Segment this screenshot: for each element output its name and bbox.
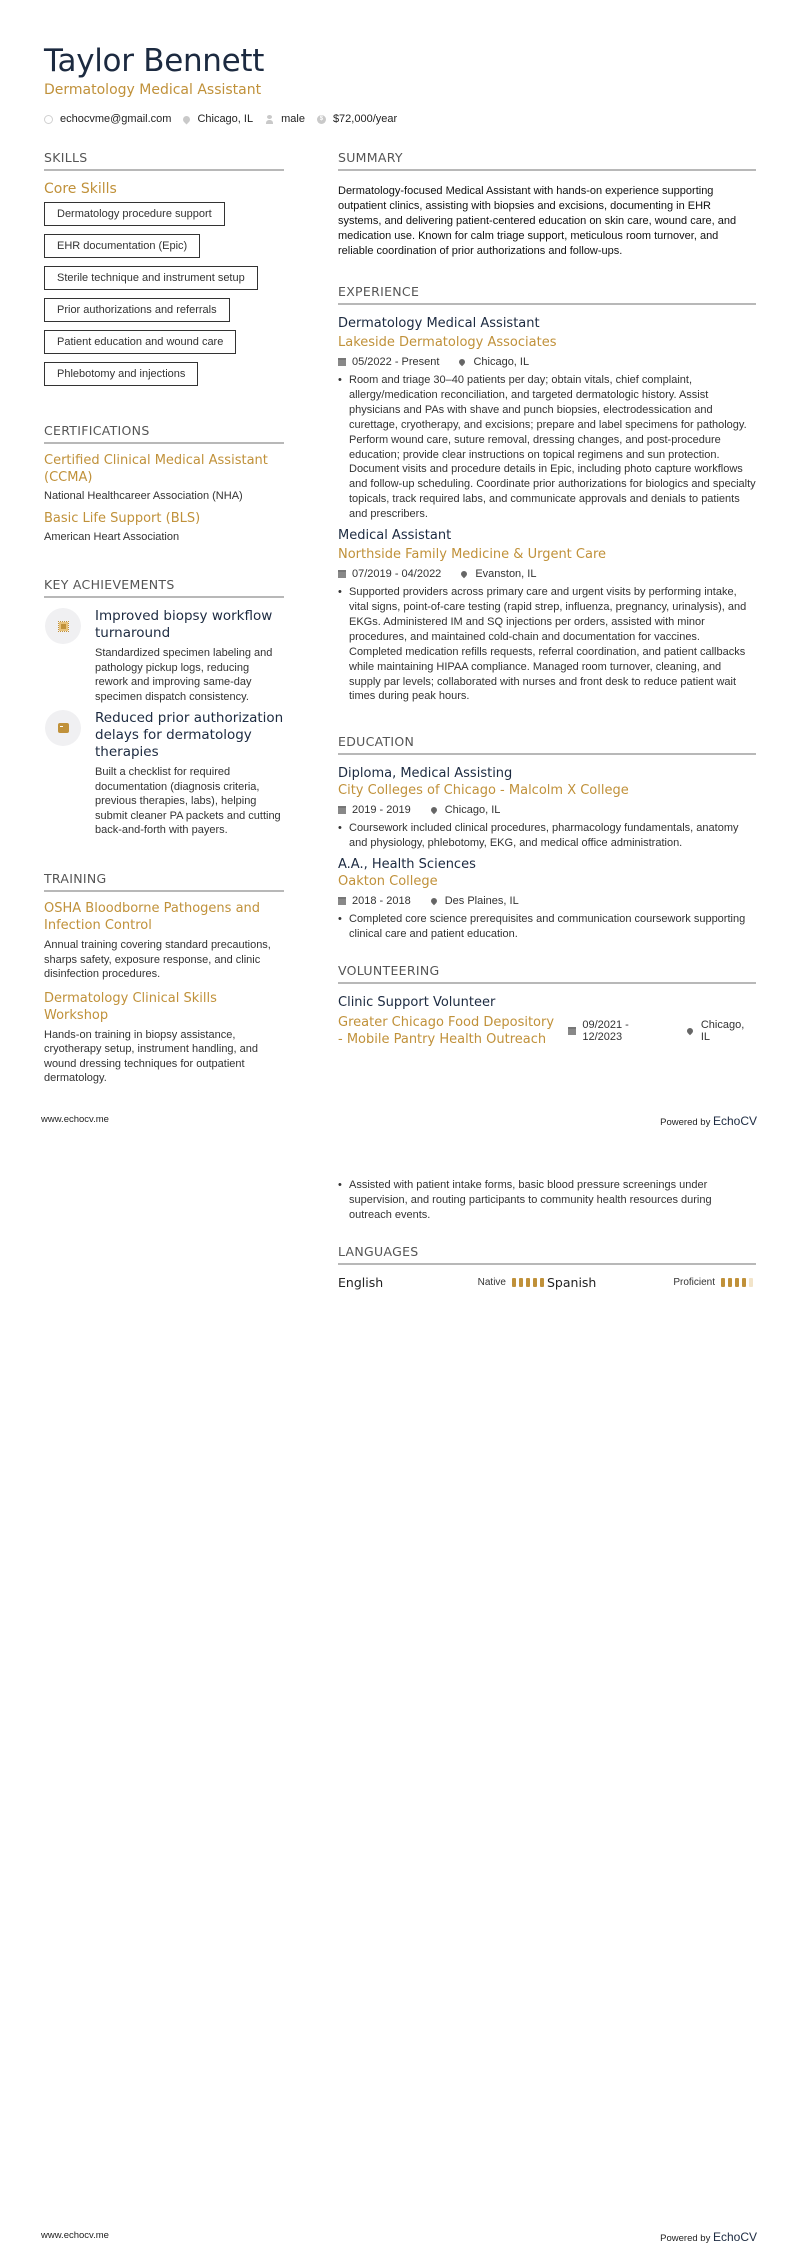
contact-bar (44, 113, 409, 125)
location-pin-icon (686, 1027, 694, 1035)
powered-prefix: Powered by (660, 2233, 713, 2244)
job-location: Evanston, IL (475, 568, 537, 581)
candidate-role: Dermatology Medical Assistant (44, 82, 262, 98)
job-meta (338, 355, 756, 369)
location-pin-icon (429, 897, 437, 905)
achievements-section (44, 577, 284, 838)
volunteer-bullet: • Assisted with patient intake forms, basic blood pressure screenings under supervision, and routing participants to community health resources during outreach events. (338, 1178, 756, 1223)
volunteer-meta (568, 1019, 756, 1043)
education-item (338, 765, 756, 851)
person-icon (265, 115, 274, 124)
experience-item (338, 315, 756, 522)
training-desc: Annual training covering standard precautions, sharps safety, exposure response, and clinic disinfection procedures. (44, 939, 271, 980)
footer-brand: EchoCV (712, 1114, 757, 1128)
skill-tag: EHR documentation (Epic) (44, 234, 200, 258)
achievement-desc: Built a checklist for required documentation (diagnosis criteria, previous therapies, labs), helping submit cleaner PA packets and cutting back-and-forth with payers. (95, 766, 281, 836)
achievement-title: Improved biopsy workflow turnaround (95, 608, 273, 641)
job-position: Medical Assistant (338, 528, 452, 544)
edu-dates: 2018 - 2018 (352, 894, 411, 907)
job-company: Lakeside Dermatology Associates (338, 335, 557, 350)
footer-powered-by (660, 2230, 757, 2244)
certification-item (44, 510, 284, 543)
footer-site-link[interactable]: www.echocv.me (41, 2230, 109, 2241)
left-column (44, 150, 284, 386)
email-text: echocvme@gmail.com (60, 113, 172, 125)
achievement-desc: Standardized specimen labeling and pathology pickup logs, reducing rework and improving same-day specimen dispatch consistency. (95, 647, 273, 703)
dollar-coin-icon: $ (317, 115, 326, 124)
section-title-experience: EXPERIENCE (338, 284, 756, 305)
volunteer-bullet-text: Assisted with patient intake forms, basic blood pressure screenings under supervision, and routing participants to community health resources during outreach events. (349, 1179, 712, 1221)
section-title-training: TRAINING (44, 871, 284, 892)
language-rating-dots (721, 1278, 756, 1287)
training-name: Dermatology Clinical Skills Workshop (44, 990, 217, 1023)
calendar-icon (338, 897, 346, 905)
contact-location (183, 113, 253, 125)
at-icon (44, 115, 53, 124)
edu-bullet: • Coursework included clinical procedures, pharmacology fundamentals, anatomy and physiology, phlebotomy, EKG, and medical office administration. (338, 821, 756, 851)
location-pin-icon (458, 358, 466, 366)
location-pin-icon (182, 114, 192, 124)
gender-text: male (281, 113, 305, 125)
education-item (338, 856, 756, 942)
certification-issuer: National Healthcareer Association (NHA) (44, 490, 243, 502)
language-item (338, 1275, 547, 1290)
contact-email[interactable] (44, 113, 171, 125)
edu-meta (338, 803, 756, 817)
section-title-skills: SKILLS (44, 150, 284, 171)
certification-name: Basic Life Support (BLS) (44, 511, 201, 526)
edu-school: Oakton College (338, 873, 438, 889)
achievement-item (44, 710, 284, 838)
training-item (44, 900, 284, 982)
volunteer-role: Clinic Support Volunteer (338, 995, 496, 1010)
volunteer-org: Greater Chicago Food Depository - Mobile Pantry Health Outreach (338, 1015, 555, 1047)
section-title-volunteering: VOLUNTEERING (338, 963, 756, 984)
edu-degree: Diploma, Medical Assisting (338, 766, 513, 781)
experience-item (338, 527, 756, 704)
training-name: OSHA Bloodborne Pathogens and Infection Control (44, 901, 261, 933)
job-bullet-text: Room and triage 30–40 patients per day; obtain vitals, chief complaint, allergy/medication reconciliation, and targeted dermatologic history. Assist physicians and PAs with shave and punch biopsies, electrodessication and curettage, cryotherapy, and excisions; prepare and label specimens for pathology. Perform wound care, suture removal, dressing changes, and post-procedure education; provide clear instructions on topical regimens and sun protection. Document visits and procedure details in Epic, including photo capture workflows and follow-up scheduling. Coordinate prior authorizations for biologics and specialty topicals, track required labs, and communicate approvals and denials to patients and prescribers. (349, 374, 756, 521)
location-pin-icon (460, 570, 468, 578)
edu-dates: 2019 - 2019 (352, 804, 411, 816)
contact-salary (317, 113, 397, 125)
experience-section (338, 284, 756, 704)
skill-tag: Patient education and wound care (44, 330, 236, 354)
edu-bullet-text: Completed core science prerequisites and communication coursework supporting clinical care and patient education. (349, 912, 746, 940)
job-location: Chicago, IL (473, 356, 530, 368)
certification-name: Certified Clinical Medical Assistant (CCMA) (44, 453, 268, 485)
calendar-icon (568, 1027, 576, 1035)
education-section (338, 734, 756, 942)
skill-tag: Prior authorizations and referrals (44, 298, 230, 322)
chip-icon (45, 608, 81, 644)
volunteer-row (338, 1014, 756, 1048)
candidate-name: Taylor Bennett (44, 43, 265, 79)
skills-section (44, 150, 284, 386)
edu-meta (338, 894, 756, 908)
certification-issuer: American Heart Association (44, 531, 180, 543)
contact-gender (265, 113, 305, 125)
edu-bullet: • Completed core science prerequisites and communication coursework supporting clinical care and patient education. (338, 912, 756, 942)
calendar-icon (338, 570, 346, 578)
achievement-item (44, 608, 284, 704)
job-position: Dermatology Medical Assistant (338, 316, 540, 331)
edu-location: Chicago, IL (444, 804, 501, 816)
job-company: Northside Family Medicine & Urgent Care (338, 547, 607, 563)
summary-section (338, 150, 756, 259)
volunteering-section (338, 963, 756, 1048)
skill-tag: Phlebotomy and injections (44, 362, 198, 386)
edu-degree: A.A., Health Sciences (338, 856, 476, 872)
job-bullet: • Supported providers across primary care and urgent visits by performing intake, vital signs, point-of-care testing (rapid strep, influenza, pregnancy, urinalysis), and EKGs. Administered IM and SQ injections per orders, assisted with minor procedures, and maintained cold-chain and documentation for vaccines. Completed medication refills requests, referral coordination, and patient callbacks while maintaining HIPAA compliance. Managed room turnover, cleaning, and supply par levels; collaborated with nurses and front desk to reduce patient wait times during peak hours. (338, 585, 756, 704)
calendar-icon (338, 806, 346, 814)
edu-location: Des Plaines, IL (444, 894, 519, 907)
language-level: Native (477, 1277, 506, 1288)
location-pin-icon (429, 806, 437, 814)
training-section (44, 871, 284, 1086)
language-row (338, 1275, 756, 1290)
training-item (44, 990, 284, 1086)
language-name: Spanish (547, 1275, 597, 1290)
certification-item (44, 452, 284, 502)
skill-tag: Dermatology procedure support (44, 202, 225, 226)
calendar-icon (338, 358, 346, 366)
job-meta (338, 567, 756, 581)
section-title-summary: SUMMARY (338, 150, 756, 171)
language-rating-dots (512, 1278, 547, 1287)
job-bullet-text: Supported providers across primary care and urgent visits by performing intake, vital signs, point-of-care testing (rapid strep, influenza, pregnancy, urinalysis), and EKGs. Administered IM and SQ injections per orders, assisted with minor procedures, and maintained cold-chain and documentation for vaccines. Completed medication refills requests, referral coordination, and patient callbacks while maintaining HIPAA compliance. Managed room turnover, cleaning, and supply par levels; collaborated with nurses and front desk to reduce patient wait times during peak hours. (349, 586, 747, 703)
salary-text: $72,000/year (332, 113, 398, 125)
powered-prefix: Powered by (660, 1117, 713, 1128)
footer-site-link[interactable]: www.echocv.me (41, 1114, 109, 1125)
skill-list (44, 198, 284, 386)
edu-school: City Colleges of Chicago - Malcolm X College (338, 783, 629, 798)
volunteer-dates: 09/2021 - 12/2023 (582, 1019, 629, 1043)
job-dates: 05/2022 - Present (352, 356, 440, 368)
skill-tag: Sterile technique and instrument setup (44, 266, 258, 290)
language-level: Proficient (673, 1277, 715, 1288)
footer-powered-by (660, 1114, 757, 1128)
job-dates: 07/2019 - 04/2022 (352, 568, 442, 581)
section-title-achievements: KEY ACHIEVEMENTS (44, 577, 284, 598)
section-title-languages: LANGUAGES (338, 1244, 756, 1265)
location-text: Chicago, IL (197, 113, 254, 125)
language-name: English (338, 1275, 384, 1290)
edu-bullet-text: Coursework included clinical procedures, pharmacology fundamentals, anatomy and physiology, phlebotomy, EKG, and medical office administration. (349, 822, 739, 849)
language-item (547, 1275, 756, 1290)
languages-section (338, 1244, 756, 1290)
terminal-icon (45, 710, 81, 746)
resume-page-2 (0, 1130, 794, 2246)
section-title-certifications: CERTIFICATIONS (44, 423, 284, 444)
volunteer-location: Chicago, IL (700, 1019, 745, 1043)
footer-brand: EchoCV (712, 2230, 757, 2244)
section-title-education: EDUCATION (338, 734, 756, 755)
certifications-section (44, 423, 284, 543)
achievement-title: Reduced prior authorization delays for dermatology therapies (95, 710, 284, 760)
volunteering-continued (338, 1174, 756, 1223)
skills-subtitle: Core Skills (44, 181, 117, 197)
job-bullet: • Room and triage 30–40 patients per day; obtain vitals, chief complaint, allergy/medication reconciliation, and targeted dermatologic history. Assist physicians and PAs with shave and punch biopsies, electrodessication and curettage, cryotherapy, and excisions; prepare and label specimens for pathology. Perform wound care, suture removal, dressing changes, and post-procedure education; provide clear instructions on topical regimens and sun protection. Document visits and procedure details in Epic, including photo capture workflows and follow-up scheduling. Coordinate prior authorizations for biologics and specialty topicals, track required labs, and communicate approvals and denials to patients and prescribers. (338, 374, 756, 521)
summary-text: Dermatology-focused Medical Assistant with hands-on experience supporting outpatient clinics, assisting with biopsies and excisions, documenting in EHR systems, and delivering patient-centered education on skin care, wound care, and medication use. Known for calm triage support, meticulous room turnover, and reliable coordination of prior authorizations and follow-ups. (338, 185, 737, 257)
training-desc: Hands-on training in biopsy assistance, cryotherapy setup, instrument handling, and wound dressing techniques for outpatient dermatology. (44, 1028, 259, 1084)
resume-header (44, 42, 409, 125)
